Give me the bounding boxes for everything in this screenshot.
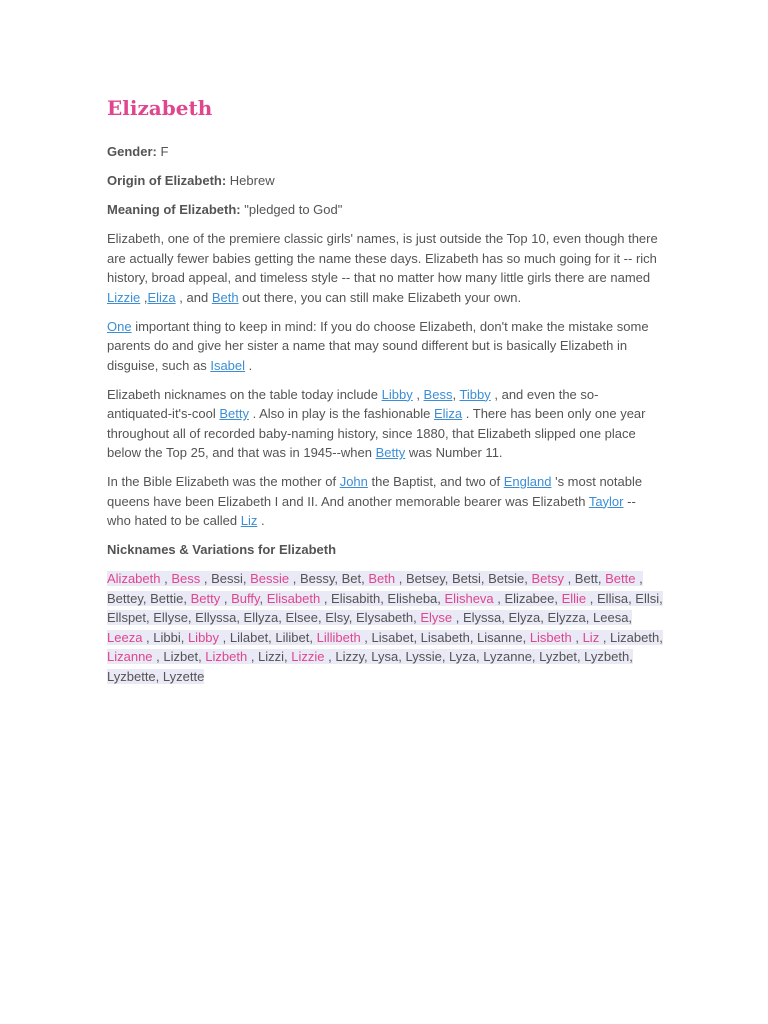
nicknames-heading: Nicknames & Variations for Elizabeth <box>107 542 337 557</box>
nickname-text: , Lizbet, <box>152 649 206 664</box>
nickname-text: , Lizabeth, <box>599 629 663 645</box>
text: 's most notable queens have been Elizabeth I and II. And another memorable bearer was Elizabeth <box>107 474 643 509</box>
link-one[interactable]: One <box>107 318 132 334</box>
link-betty[interactable]: Betty <box>375 445 406 460</box>
text: , and even the so-antiquated-it's-cool <box>107 386 599 421</box>
nicknames-highlight <box>107 571 663 684</box>
text: , <box>140 289 148 305</box>
nickname-text: , Lisabet, Lisabeth, Lisanne, <box>360 629 530 645</box>
nickname-text: , <box>571 629 583 645</box>
link-bess[interactable]: Bess <box>423 386 453 402</box>
nickname-text: , Lilabet, Lilibet, <box>219 629 317 645</box>
nickname-text: , Ellisa, Ellsi, Ellspet, Ellyse, Ellyssa, Ellyza, Elsee, Elsy, Elysabeth, <box>107 590 663 625</box>
meaning-row <box>107 200 663 220</box>
text: , <box>452 386 460 402</box>
text: important thing to keep in mind: If you do choose Elizabeth, don't make the mistake some parents do and give her sister a name that may sound different but is basically Elizabeth in disguise, such as <box>107 318 649 373</box>
link-eliza[interactable]: Eliza <box>433 406 463 421</box>
text: was Number 11. <box>405 445 503 460</box>
text: Elizabeth nicknames on the table today include <box>107 386 382 402</box>
nickname-highlighted: Elyse <box>420 610 453 625</box>
text: . There has been only one year throughout all of recorded baby-naming history, since 1880, that Elizabeth slipped one place below the Top 25, and that was in 1945--when <box>107 406 646 460</box>
text: the Baptist, and two of <box>367 474 504 489</box>
link-betty[interactable]: Betty <box>219 406 249 421</box>
link-libby[interactable]: Libby <box>381 386 413 402</box>
description-paragraph-1 <box>107 229 663 307</box>
nickname-text: , Bettey, Bettie, <box>107 571 643 606</box>
link-lizzie[interactable]: Lizzie <box>107 289 141 305</box>
nickname-text: , <box>220 590 232 606</box>
nickname-highlighted: Libby <box>187 629 220 645</box>
nickname-highlighted: Elisheva <box>444 590 494 606</box>
nickname-highlighted: Betty <box>190 590 221 606</box>
link-taylor[interactable]: Taylor <box>588 493 624 509</box>
text: , and <box>175 289 212 305</box>
origin-row <box>107 171 663 191</box>
nickname-highlighted: Lizanne <box>107 649 153 664</box>
meaning-label: Meaning of Elizabeth: <box>107 202 241 217</box>
nickname-highlighted: Betsy <box>531 571 564 586</box>
link-isabel[interactable]: Isabel <box>210 357 246 373</box>
nickname-text: , Elizabee, <box>493 590 562 606</box>
gender-row <box>107 142 663 162</box>
text: . Also in play is the fashionable <box>248 406 434 421</box>
nickname-highlighted: Beth <box>368 571 396 586</box>
link-beth[interactable]: Beth <box>211 289 239 305</box>
text: . <box>257 513 265 528</box>
nickname-highlighted: Liz <box>582 629 600 645</box>
nickname-highlighted: Elisabeth <box>266 590 321 606</box>
text: . <box>245 357 253 373</box>
nickname-text: , Bessy, Bet, <box>289 571 369 586</box>
gender-label: Gender: <box>107 144 157 159</box>
nickname-text: , Lizzi, <box>247 649 292 664</box>
link-liz[interactable]: Liz <box>240 513 258 528</box>
nickname-highlighted: Bette <box>605 571 636 586</box>
nickname-text: , Elyssa, Elyza, Elyzza, Leesa, <box>452 610 633 625</box>
text: -- who hated to be called <box>107 493 636 528</box>
nickname-highlighted: Bess <box>171 571 201 586</box>
text: Elizabeth, one of the premiere classic girls' names, is just outside the Top 10, even though there are actually fewer babies getting the name these days. Elizabeth has so much going for it -- rich history, broad appeal, and timeless style -- that no matter how many little girls there are named <box>107 231 658 285</box>
nickname-highlighted: Lizbeth <box>205 649 248 664</box>
origin-value: Hebrew <box>226 173 275 188</box>
nickname-highlighted: Leeza <box>107 629 143 645</box>
nickname-text: , <box>259 590 267 606</box>
meaning-value: "pledged to God" <box>240 202 343 217</box>
nickname-highlighted: Lizzie <box>291 649 325 664</box>
page-title: Elizabeth <box>107 96 213 120</box>
gender-value: F <box>156 144 169 159</box>
article-content <box>107 93 663 696</box>
link-tibby[interactable]: Tibby <box>459 386 491 402</box>
nickname-highlighted: Ellie <box>561 590 587 606</box>
origin-label: Origin of Elizabeth: <box>107 173 227 188</box>
description-paragraph-2 <box>107 317 663 376</box>
description-paragraph-3 <box>107 385 663 463</box>
nickname-text: , Bessi, <box>200 571 251 586</box>
text: In the Bible Elizabeth was the mother of <box>107 474 340 489</box>
nickname-text: , Bett, <box>563 571 606 586</box>
nickname-text: , Betsey, Betsi, Betsie, <box>395 571 532 586</box>
nickname-text: , Lizzy, Lysa, Lyssie, Lyza, Lyzanne, Lyzbet, Lyzbeth, Lyzbette, Lyzette <box>107 649 633 684</box>
nickname-highlighted: Bessie <box>250 571 290 586</box>
nicknames-list <box>107 569 663 686</box>
link-john[interactable]: John <box>339 474 368 489</box>
link-england[interactable]: England <box>503 474 552 489</box>
nickname-highlighted: Buffy <box>231 590 260 606</box>
description-paragraph-4 <box>107 472 663 531</box>
nickname-highlighted: Alizabeth <box>107 571 161 586</box>
nickname-highlighted: Lillibeth <box>316 629 361 645</box>
text: out there, you can still make Elizabeth your own. <box>238 289 522 305</box>
nickname-text: , Libbi, <box>142 629 188 645</box>
text: , <box>412 386 424 402</box>
nickname-text: , Elisabith, Elisheba, <box>320 590 445 606</box>
nickname-highlighted: Lisbeth <box>529 629 572 645</box>
nickname-text: , <box>160 571 172 586</box>
link-eliza[interactable]: Eliza <box>147 289 176 305</box>
